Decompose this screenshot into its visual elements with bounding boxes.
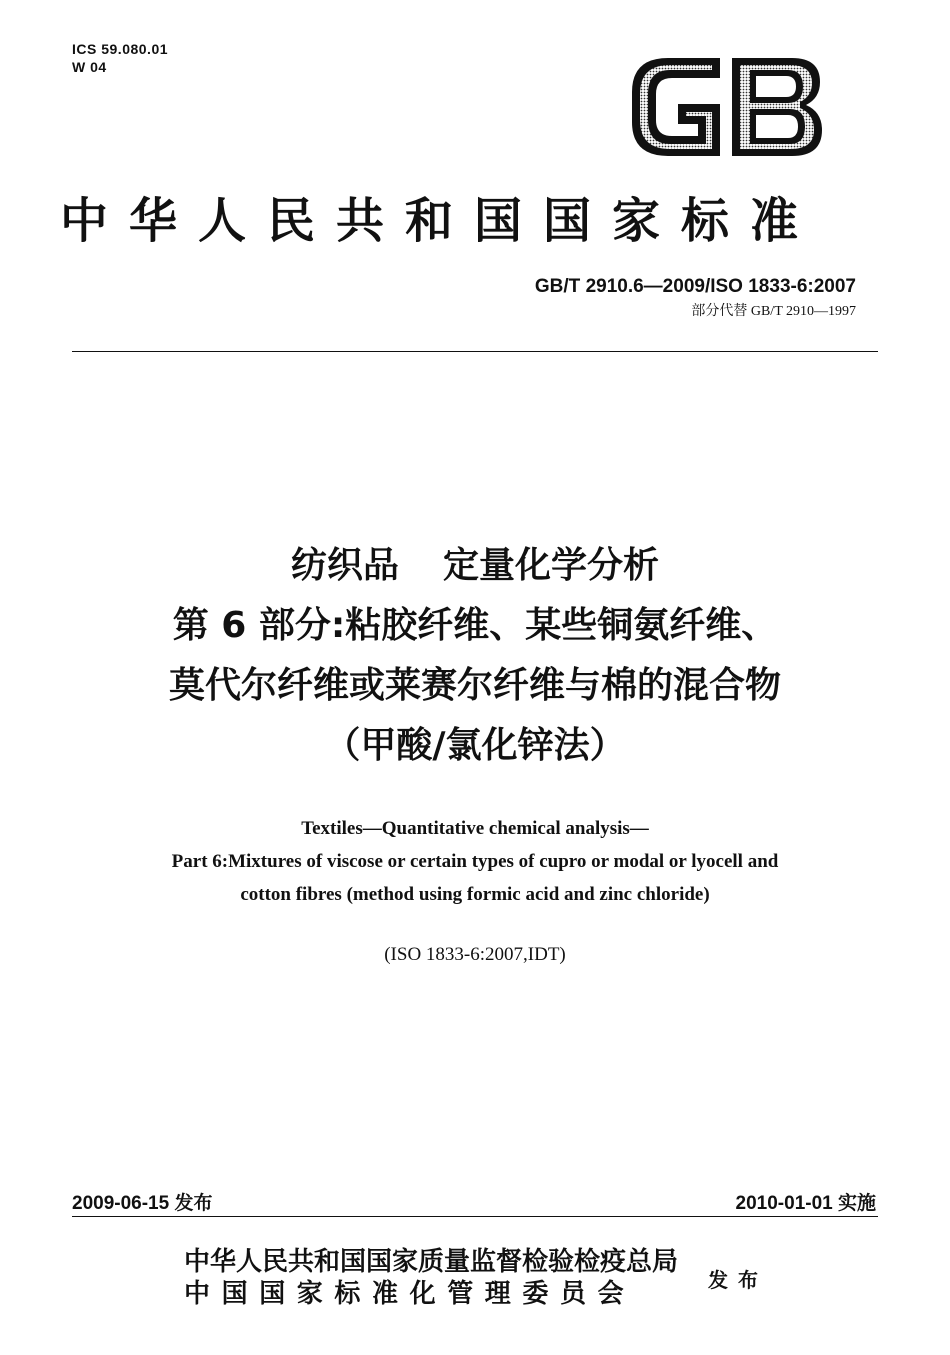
english-title (0, 812, 950, 911)
chinese-title-part-b: 定量化学分析 (443, 545, 660, 586)
issuer-sac: 中国国家标准化管理委员会 (184, 1279, 636, 1309)
english-title-line-2: Part 6:Mixtures of viscose or certain types of cupro or modal or lyocell and (171, 851, 779, 872)
implementation-date: 2010-01-01 实施 (735, 1193, 876, 1214)
english-title-line-1: Textiles—Quantitative chemical analysis— (301, 818, 649, 839)
issue-date: 2009-06-15 发布 (72, 1193, 213, 1214)
standard-number: GB/T 2910.6—2009/ISO 1833-6:2007 (534, 276, 856, 297)
chinese-title-line-4: （甲酸/氯化锌法） (324, 725, 626, 766)
top-divider (72, 351, 878, 352)
issuing-authorities (184, 1246, 678, 1310)
ics-code: ICS 59.080.01 (72, 41, 169, 57)
gb-logo (628, 52, 826, 162)
chinese-title-line-1 (0, 536, 950, 596)
iso-equivalence: (ISO 1833-6:2007,IDT) (384, 944, 566, 965)
classification-codes (72, 40, 168, 76)
chinese-title-line-2: 第 6 部分:粘胶纤维、某些铜氨纤维、 (172, 605, 778, 646)
chinese-title-part-a: 纺织品 (290, 545, 399, 586)
chinese-title-line-3: 莫代尔纤维或莱赛尔纤维与棉的混合物 (168, 665, 781, 706)
logo-letter-g (632, 58, 720, 156)
logo-letter-b (732, 58, 822, 156)
chinese-title (0, 536, 950, 776)
national-standard-title: 中华人民共和国国家标准 (60, 193, 820, 249)
english-title-line-3: cotton fibres (method using formic acid and zinc chloride) (240, 884, 710, 905)
issue-label: 发布 (708, 1268, 768, 1292)
ccs-code: W 04 (72, 59, 107, 75)
issuer-aqsiq: 中华人民共和国国家质量监督检验检疫总局 (184, 1247, 679, 1277)
bottom-divider (72, 1216, 878, 1217)
replaces-note: 部分代替 GB/T 2910—1997 (691, 304, 856, 319)
